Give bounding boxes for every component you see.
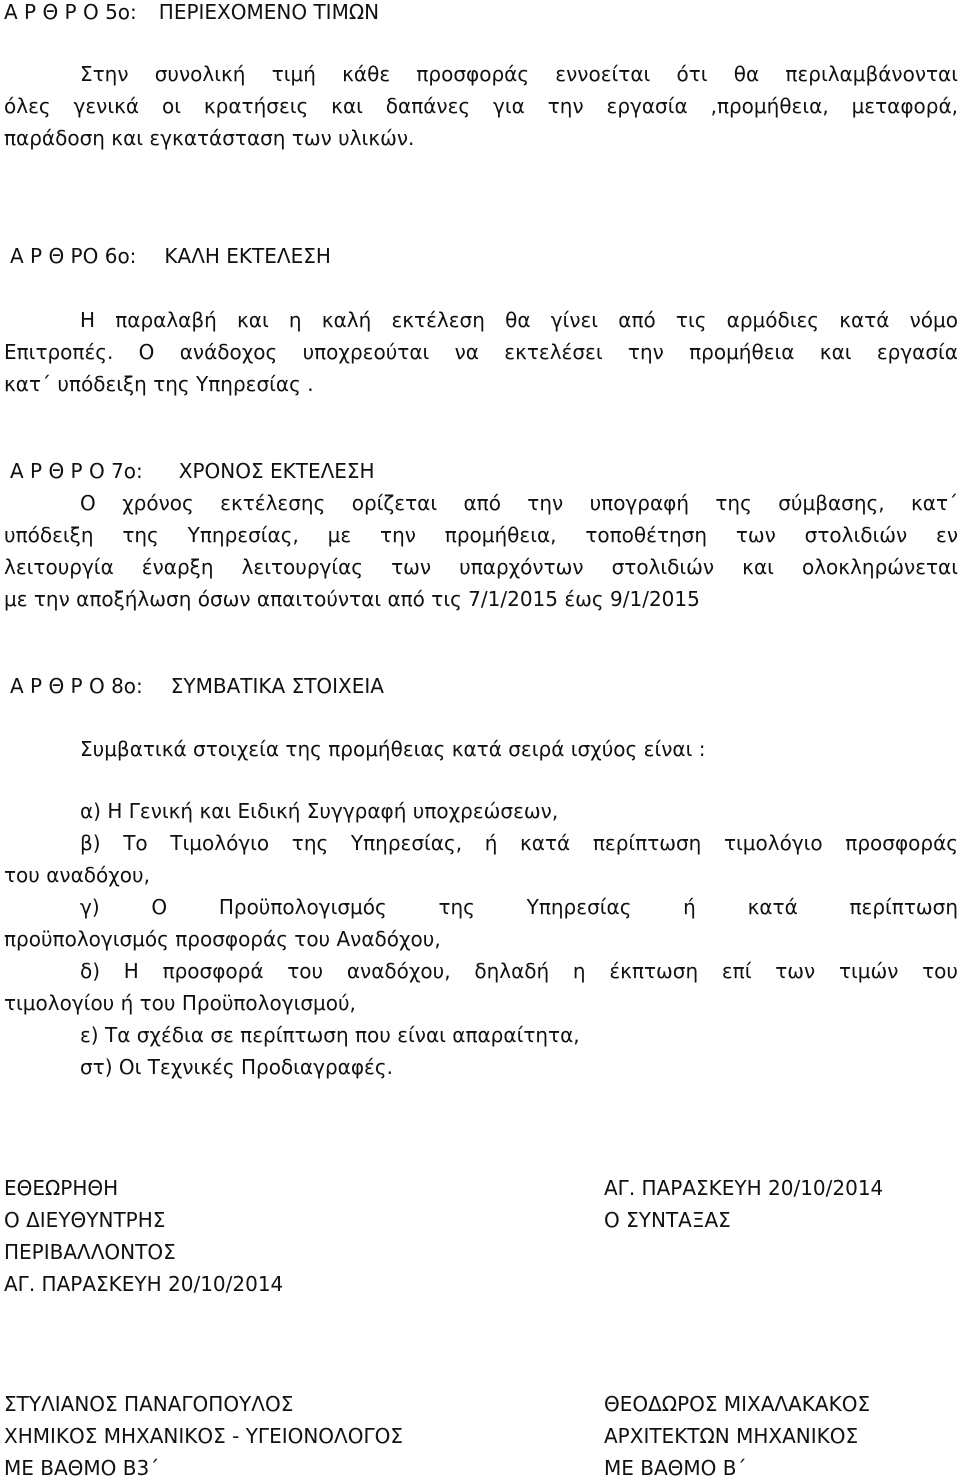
article-6-line: Η παραλαβή και η καλή εκτέλεση θα γίνει από τις αρμόδιες κατά νόμο	[80, 308, 958, 332]
signatory-right-line: ΑΡΧΙΤΕΚΤΩΝ ΜΗΧΑΝΙΚΟΣ	[604, 1424, 859, 1448]
article-8-heading	[10, 670, 960, 702]
signature-right-line: ΑΓ. ΠΑΡΑΣΚΕΥΗ 20/10/2014	[604, 1176, 884, 1200]
article-8-label: Α Ρ Θ Ρ Ο 8ο:	[10, 674, 143, 698]
article-7-line: με την αποξήλωση όσων απαιτούνται από τις 7/1/2015 έως 9/1/2015	[4, 587, 700, 611]
article-8-item: ε) Τα σχέδια σε περίπτωση που είναι απαραίτητα,	[80, 1023, 580, 1047]
article-6-label: Α Ρ Θ ΡΟ 6ο:	[10, 244, 137, 268]
signature-left-line: ΠΕΡΙΒΑΛΛΟΝΤΟΣ	[4, 1240, 176, 1264]
article-5-label: Α Ρ Θ Ρ Ο 5ο:	[4, 0, 137, 24]
article-8-title: ΣΥΜΒΑΤΙΚΑ ΣΤΟΙΧΕΙΑ	[170, 674, 384, 698]
signatory-left-line: ΜΕ ΒΑΘΜΟ Β3΄	[4, 1456, 160, 1480]
signatory-right-line: ΘΕΟΔΩΡΟΣ ΜΙΧΑΛΑΚΑΚΟΣ	[604, 1392, 871, 1416]
article-7-heading	[10, 455, 960, 487]
article-8-item: δ) Η προσφορά του αναδόχου, δηλαδή η έκπτωση επί των τιμών του	[80, 959, 958, 983]
signature-right-line: Ο ΣΥΝΤΑΞΑΣ	[604, 1208, 731, 1232]
article-7-line: λειτουργία έναρξη λειτουργίας των υπαρχόντων στολιδιών και ολοκληρώνεται	[4, 555, 958, 579]
article-8-item: του αναδόχου,	[4, 863, 150, 887]
article-6-line: κατ΄ υπόδειξη της Υπηρεσίας .	[4, 372, 314, 396]
signatory-left-line: ΧΗΜΙΚΟΣ ΜΗΧΑΝΙΚΟΣ - ΥΓΕΙΟΝΟΛΟΓΟΣ	[4, 1424, 403, 1448]
signature-left-line: Ο ΔΙΕΥΘΥΝΤΡΗΣ	[4, 1208, 166, 1232]
article-7-line: Ο χρόνος εκτέλεσης ορίζεται από την υπογραφή της σύμβασης, κατ΄	[80, 491, 958, 515]
signature-left-line: ΑΓ. ΠΑΡΑΣΚΕΥΗ 20/10/2014	[4, 1272, 284, 1296]
article-7-line: υπόδειξη της Υπηρεσίας, με την προμήθεια, τοποθέτηση των στολιδιών εν	[4, 523, 958, 547]
article-6-heading	[10, 240, 960, 272]
article-5-heading	[4, 0, 958, 28]
article-8-item: στ) Οι Τεχνικές Προδιαγραφές.	[80, 1055, 393, 1079]
article-8-intro: Συμβατικά στοιχεία της προμήθειας κατά σειρά ισχύος είναι :	[80, 737, 706, 761]
signatory-left-line: ΣΤΥΛΙΑΝΟΣ ΠΑΝΑΓΟΠΟΥΛΟΣ	[4, 1392, 294, 1416]
article-8-item: β) Το Τιμολόγιο της Υπηρεσίας, ή κατά περίπτωση τιμολόγιο προσφοράς	[80, 831, 958, 855]
article-5-line: όλες γενικά οι κρατήσεις και δαπάνες για την εργασία ,προμήθεια, μεταφορά,	[4, 94, 958, 118]
signatory-right-line: ΜΕ ΒΑΘΜΟ Β΄	[604, 1456, 747, 1480]
signature-left-line: ΕΘΕΩΡΗΘΗ	[4, 1176, 119, 1200]
article-7-label: Α Ρ Θ Ρ Ο 7ο:	[10, 459, 143, 483]
article-5-line: παράδοση και εγκατάσταση των υλικών.	[4, 126, 415, 150]
article-8-item: προϋπολογισμός προσφοράς του Αναδόχου,	[4, 927, 441, 951]
article-5-title: ΠΕΡΙΕΧΟΜΕΝΟ ΤΙΜΩΝ	[158, 0, 380, 24]
article-5-line: Στην συνολική τιμή κάθε προσφοράς εννοείται ότι θα περιλαμβάνονται	[80, 62, 958, 86]
article-6-title: ΚΑΛΗ ΕΚΤΕΛΕΣΗ	[164, 244, 331, 268]
article-8-item: γ) Ο Προϋπολογισμός της Υπηρεσίας ή κατά περίπτωση	[80, 895, 958, 919]
article-7-title: ΧΡΟΝΟΣ ΕΚΤΕΛΕΣΗ	[178, 459, 375, 483]
article-8-item: τιμολογίου ή του Προϋπολογισμού,	[4, 991, 356, 1015]
article-8-item: α) Η Γενική και Ειδική Συγγραφή υποχρεώσεων,	[80, 799, 559, 823]
article-6-line: Επιτροπές. Ο ανάδοχος υποχρεούται να εκτελέσει την προμήθεια και εργασία	[4, 340, 958, 364]
